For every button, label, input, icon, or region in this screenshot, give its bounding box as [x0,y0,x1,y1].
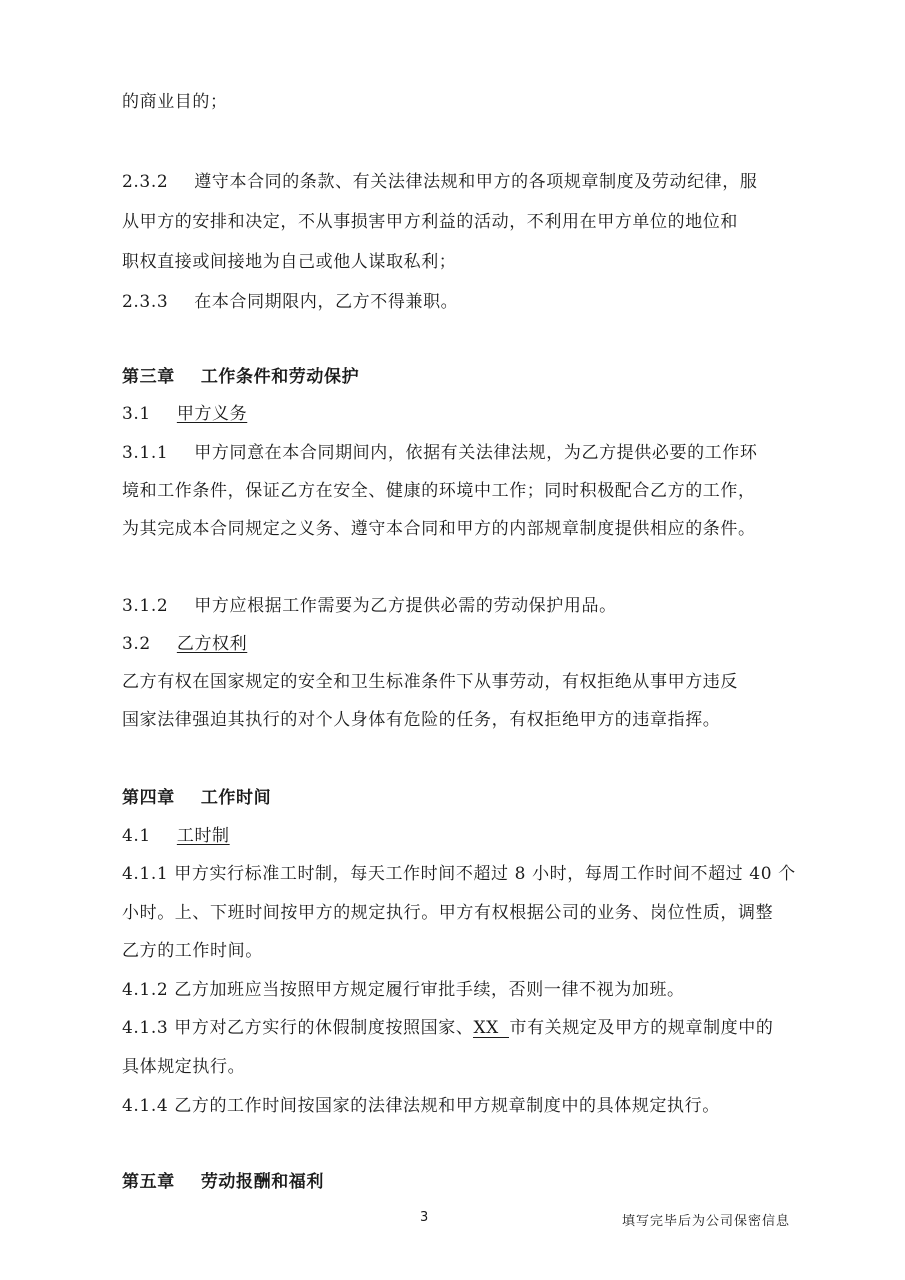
section-3-1 [122,404,802,424]
clause-3-1-1 [122,443,802,463]
text-line [122,481,802,501]
confidential-note: 填写完毕后为公司保密信息 [622,1214,791,1229]
section-3-2 [122,634,802,654]
section-number: 4.1 [122,826,151,846]
clause-3-1-2 [122,596,802,616]
section-4-1 [122,826,802,846]
text-span: 市有关规定及甲方的规章制度中的 [509,1018,774,1038]
fill-in-blank: XX [473,1019,509,1038]
chapter-title: 工作时间 [200,788,272,808]
text-line [122,212,802,232]
clause-4-1-1 [122,864,802,884]
section-number: 3.1 [122,404,151,424]
clause-number: 2.3.2 [122,172,169,192]
text-line [122,92,802,112]
section-number: 3.2 [122,634,151,654]
chapter-title: 劳动报酬和福利 [200,1172,325,1192]
chapter-4-heading [122,788,802,808]
clause-number: 3.1.2 [122,596,169,616]
text-line [122,252,802,272]
text-span: 具体规定执行。 [122,1057,246,1077]
text-line [122,710,802,730]
text-line [122,672,802,692]
text-span: 乙方有权在国家规定的安全和卫生标准条件下从事劳动，有权拒绝从事甲方违反 [122,672,738,692]
section-title: 甲方义务 [176,404,248,424]
clause-number: 2.3.3 [122,292,169,312]
text-line [122,941,802,961]
text-span: 为其完成本合同规定之义务、遵守本合同和甲方的内部规章制度提供相应的条件。 [122,519,756,539]
text-line [122,519,802,539]
clause-text: 甲方同意在本合同期间内，依据有关法律法规，为乙方提供必要的工作环 [194,443,758,463]
text-span: 国家法律强迫其执行的对个人身体有危险的任务，有权拒绝甲方的违章指挥。 [122,710,721,730]
clause-text: 甲方应根据工作需要为乙方提供必需的劳动保护用品。 [194,596,617,616]
clause-text: 在本合同期限内，乙方不得兼职。 [194,292,459,312]
chapter-3-heading [122,367,802,387]
section-title: 工时制 [176,826,230,846]
clause-2-3-2 [122,172,802,192]
text-span: 4.1.2 乙方加班应当按照甲方规定履行审批手续，否则一律不视为加班。 [122,980,685,1000]
chapter-number: 第四章 [122,788,175,808]
text-span: 4.1.4 乙方的工作时间按国家的法律法规和甲方规章制度中的具体规定执行。 [122,1096,720,1116]
clause-text: 遵守本合同的条款、有关法律法规和甲方的各项规章制度及劳动纪律，服 [194,172,758,192]
text-span: 乙方的工作时间。 [122,941,263,961]
text-span: 的商业目的； [122,92,228,112]
chapter-number: 第三章 [122,367,175,387]
text-span: 职权直接或间接地为自己或他人谋取私利； [122,252,457,272]
page-number: 3 [420,1210,429,1225]
clause-4-1-3 [122,1018,802,1038]
text-span: 4.1.3 甲方对乙方实行的休假制度按照国家、 [122,1018,474,1038]
section-title: 乙方权利 [176,634,248,654]
text-span: 境和工作条件，保证乙方在安全、健康的环境中工作；同时积极配合乙方的工作， [122,481,756,501]
chapter-title: 工作条件和劳动保护 [200,367,360,387]
text-span: 小时。上、下班时间按甲方的规定执行。甲方有权根据公司的业务、岗位性质，调整 [122,903,774,923]
chapter-number: 第五章 [122,1172,175,1192]
text-line [122,1057,802,1077]
text-span: 从甲方的安排和决定，不从事损害甲方利益的活动，不利用在甲方单位的地位和 [122,212,738,232]
chapter-5-heading [122,1172,802,1192]
clause-4-1-2 [122,980,802,1000]
text-span: 4.1.1 甲方实行标准工时制，每天工作时间不超过 8 小时，每周工作时间不超过 40 个 [122,864,796,884]
clause-4-1-4 [122,1096,802,1116]
clause-2-3-3 [122,292,802,312]
text-line [122,903,802,923]
clause-number: 3.1.1 [122,443,169,463]
